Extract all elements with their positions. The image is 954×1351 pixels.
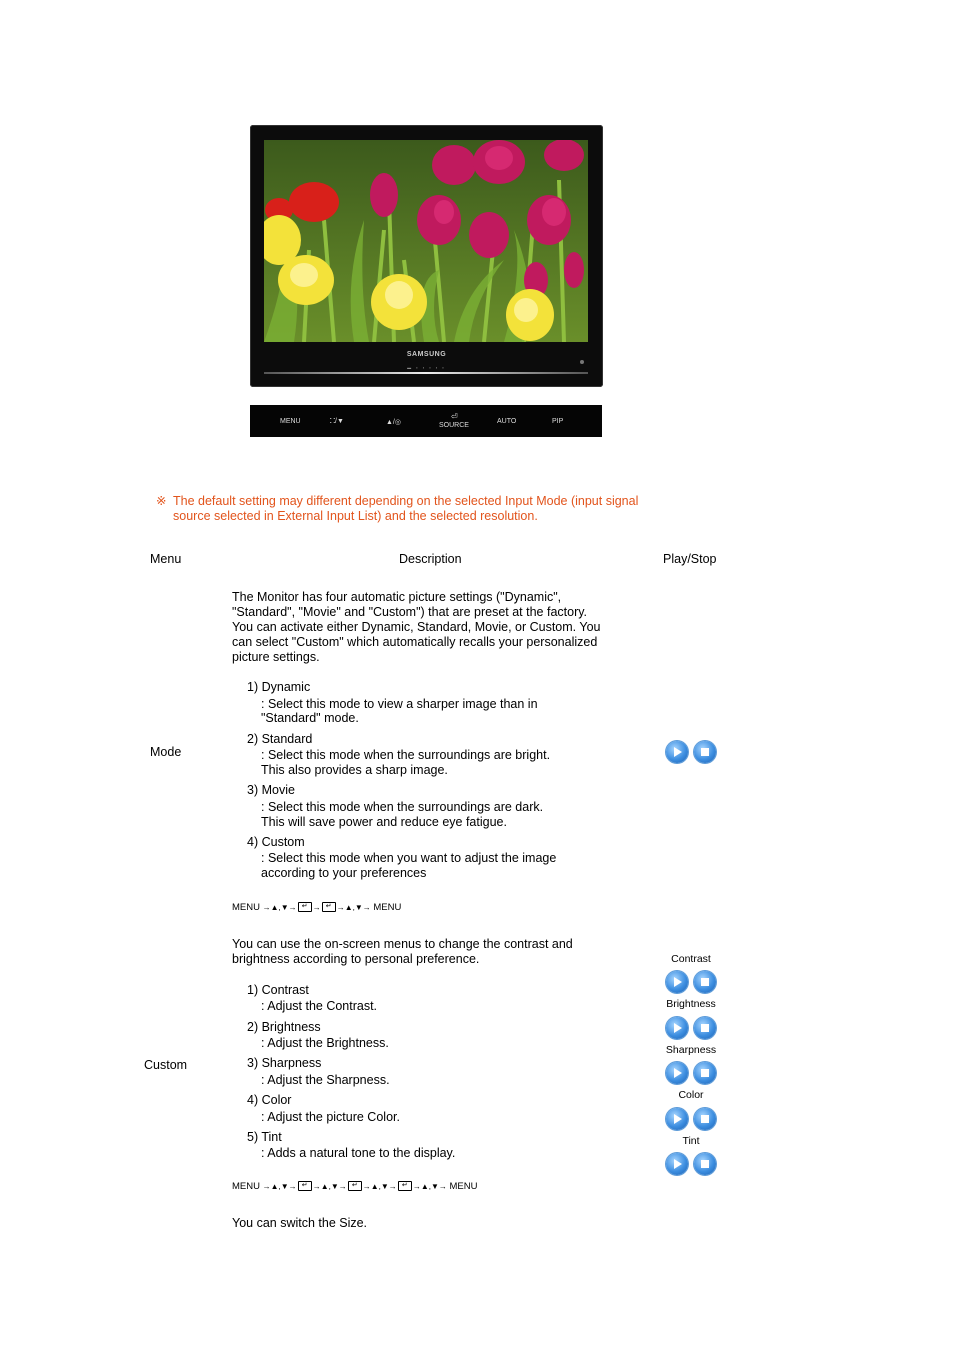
custom-item-title: 3) Sharpness	[247, 1056, 322, 1070]
tint-play-button[interactable]	[666, 1153, 688, 1175]
mode-item-desc: : Select this mode when the surroundings are dark.	[261, 800, 544, 814]
play-label-color: Color	[678, 1089, 704, 1101]
enter-key-icon: ↵	[348, 1181, 362, 1191]
monitor-image	[250, 125, 603, 387]
header-menu: Menu	[150, 552, 182, 566]
mode-item-title: 1) Dynamic	[247, 680, 311, 694]
mode-intro: The Monitor has four automatic picture settings ("Dynamic", "Standard", "Movie" and "Custom") that are preset at the factory. You can activate either Dynamic, Standard, Movie, or Custom. You can select "Custom" which automatically recalls your personalized picture settings.	[232, 590, 601, 664]
mode-item-desc: This will save power and reduce eye fatigue.	[261, 815, 507, 829]
mode-item-desc: : Select this mode to view a sharper image than in	[261, 697, 538, 711]
play-label-tint: Tint	[682, 1135, 700, 1147]
enter-key-icon: ↵	[298, 1181, 312, 1191]
mode-item-desc: This also provides a sharp image.	[261, 763, 448, 777]
mode-item-desc: : Select this mode when the surroundings are bright.	[261, 748, 551, 762]
mode-item-desc: "Standard" mode.	[261, 711, 359, 725]
brightness-play-button[interactable]	[666, 1017, 688, 1039]
play-label-sharpness: Sharpness	[665, 1044, 717, 1056]
custom-item-desc: : Adjust the Sharpness.	[261, 1073, 390, 1087]
bezel-trim	[264, 372, 588, 374]
custom-item-desc: : Adds a natural tone to the display.	[261, 1146, 456, 1160]
brightness-stop-button[interactable]	[694, 1017, 716, 1039]
brightness-down-key-label: ⛚/▼	[330, 418, 344, 425]
tulip-screen-image	[264, 140, 588, 342]
menu-name-custom: Custom	[144, 1058, 188, 1072]
play-label-contrast: Contrast	[671, 953, 711, 965]
pip-key-label: PIP	[552, 418, 564, 425]
sharpness-play-button[interactable]	[666, 1062, 688, 1084]
menu-key-label: MENU	[280, 418, 301, 425]
mode-item-title: 3) Movie	[247, 783, 295, 797]
custom-item-desc: : Adjust the picture Color.	[261, 1110, 400, 1124]
custom-item-title: 5) Tint	[247, 1130, 282, 1144]
custom-item-desc: : Adjust the Brightness.	[261, 1036, 389, 1050]
size-intro: You can switch the Size.	[232, 1216, 368, 1230]
monitor-button-bar	[250, 405, 602, 437]
enter-key-icon: ↵	[298, 902, 312, 912]
stop-button[interactable]	[694, 741, 716, 763]
sharpness-stop-button[interactable]	[694, 1062, 716, 1084]
custom-item-desc: : Adjust the Contrast.	[261, 999, 378, 1013]
note-line-1: The default setting may different depending on the selected Input Mode (input signal	[173, 494, 639, 508]
contrast-stop-button[interactable]	[694, 971, 716, 993]
bezel-button-row: ▬ ▪ ▪ ▪ ▪ ▪	[407, 365, 446, 370]
note-line-2: source selected in External Input List) and the selected resolution.	[173, 509, 538, 523]
mode-item-desc: according to your preferences	[261, 866, 427, 880]
power-led	[580, 360, 584, 364]
enter-key-icon: ↵	[322, 902, 336, 912]
auto-key-label: AUTO	[497, 418, 517, 425]
source-icon: ⏎	[451, 412, 458, 421]
mode-navigation-path: MENU →▲,▼→ ↵ → ↵ →▲,▼→ MENU	[232, 902, 402, 913]
play-label-brightness: Brightness	[666, 998, 716, 1010]
color-stop-button[interactable]	[694, 1108, 716, 1130]
color-play-button[interactable]	[666, 1108, 688, 1130]
custom-item-title: 1) Contrast	[247, 983, 309, 997]
custom-navigation-path: MENU →▲,▼→ ↵ →▲,▼→ ↵ →▲,▼→ ↵ →▲,▼→ MENU	[232, 1181, 478, 1192]
custom-item-title: 4) Color	[247, 1093, 292, 1107]
tint-stop-button[interactable]	[694, 1153, 716, 1175]
mode-item-desc: : Select this mode when you want to adjust the image	[261, 851, 557, 865]
custom-intro: You can use the on-screen menus to change the contrast and brightness according to personal preference.	[232, 937, 573, 966]
brand-logo: SAMSUNG	[406, 351, 447, 358]
mode-item-title: 2) Standard	[247, 732, 313, 746]
note-mark-icon: ※	[156, 494, 167, 508]
mode-item-title: 4) Custom	[247, 835, 305, 849]
enter-key-icon: ↵	[398, 1181, 412, 1191]
play-button[interactable]	[666, 741, 688, 763]
contrast-play-button[interactable]	[666, 971, 688, 993]
header-description: Description	[399, 552, 462, 566]
header-play-stop: Play/Stop	[663, 552, 717, 566]
up-volume-key-label: ▲/◎	[386, 419, 401, 426]
custom-item-title: 2) Brightness	[247, 1020, 321, 1034]
menu-name-mode: Mode	[150, 745, 182, 759]
source-key-label: SOURCE	[439, 422, 469, 429]
